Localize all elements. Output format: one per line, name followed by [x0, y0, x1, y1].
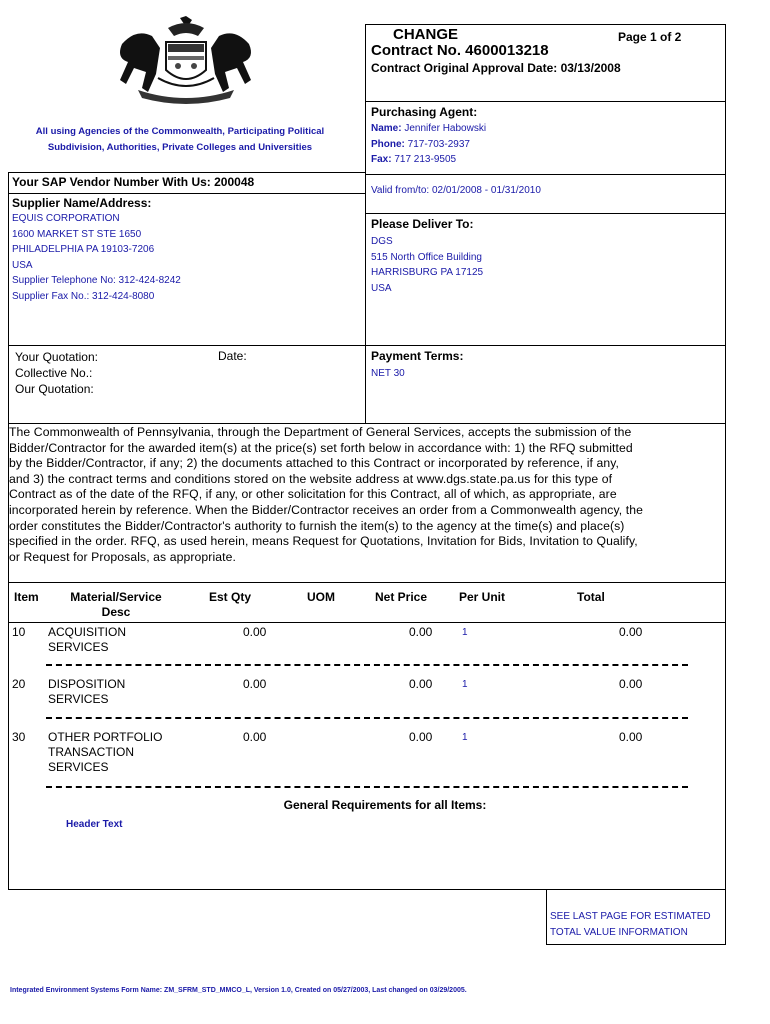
row-net-price: 0.00 — [409, 625, 433, 639]
quotation-date: Date: — [218, 349, 247, 363]
row-per-unit: 1 — [462, 627, 468, 638]
col-material: Material/Service Desc — [70, 590, 162, 619]
col-total: Total — [577, 590, 605, 604]
row-per-unit: 1 — [462, 679, 468, 690]
validity-period: Valid from/to: 02/01/2008 - 01/31/2010 — [371, 185, 541, 196]
col-item: Item — [14, 590, 39, 604]
header-text: Header Text — [66, 819, 123, 830]
table-row — [0, 625, 770, 675]
row-total: 0.00 — [619, 730, 643, 744]
row-item: 10 — [12, 625, 26, 639]
form-footer: Integrated Environment Systems Form Name: ZM_SFRM_STD_MMCO_L, Version 1.0, Created on 05/27/2003, Last changed on 03/29/2005. — [10, 987, 467, 994]
agent-phone: 717-703-2937 — [407, 138, 470, 150]
contract-number: Contract No. 4600013218 — [371, 42, 549, 59]
see-last-page-note: SEE LAST PAGE FOR ESTIMATED TOTAL VALUE INFORMATION — [550, 911, 711, 938]
quotation-info: Your Quotation: Collective No.: Our Quotation: — [15, 350, 98, 396]
sap-vendor-number: Your SAP Vendor Number With Us: 200048 — [12, 175, 255, 189]
col-per-unit: Per Unit — [459, 590, 506, 604]
payment-terms-title: Payment Terms: — [371, 349, 464, 363]
row-desc: ACQUISITION SERVICES — [48, 625, 127, 654]
page-indicator: Page 1 of 2 — [618, 30, 682, 44]
table-row — [0, 730, 770, 782]
general-requirements: General Requirements for all Items: — [283, 798, 487, 812]
col-uom: UOM — [307, 590, 335, 604]
row-separator — [46, 717, 688, 719]
deliver-title: Please Deliver To: — [371, 217, 474, 231]
quotation-row — [8, 345, 726, 424]
row-separator — [46, 786, 688, 788]
terms-text: The Commonwealth of Pennsylvania, through the Department of General Services, accepts the submission of the Bidder/Contractor for the awarded item(s) at the price(s) set forth below in accordance with: 1) the RFQ submitted by the Bidder/Contractor, if any; 2) the documents attached to this Contract or incorporated by reference, if any, and 3) the contract terms and conditions stored on the website address at www.dgs.state.pa.us for this type of Contract as of the date of the RFQ, if any, or other solicitation for this Contract, all of which, as appropriate, are incorporated herein by reference. When the Bidder/Contractor receives an order from a Commonwealth agency, the order constitutes the Bidder/Contractor's authority to furnish the item(s) to the agency at the time(s) and place(s) specified in the order. RFQ, as used herein, means Request for Quotations, Invitation for Bids, Invitation to Qualify, or Request for Proposals, as appropriate. — [9, 425, 644, 564]
agencies-text: All using Agencies of the Commonwealth, Participating Political Subdivision, Authorities, Private Colleges and Universities — [35, 126, 325, 153]
row-per-unit: 1 — [462, 732, 468, 743]
pennsylvania-seal-icon — [108, 14, 263, 104]
table-row — [0, 677, 770, 727]
supplier-address: EQUIS CORPORATION 1600 MARKET ST STE 1650 PHILADELPHIA PA 19103-7206 USA Supplier Telephone No: 312-424-8242 Supplier Fax No.: 312-424-8080 — [12, 213, 181, 302]
row-est-qty: 0.00 — [243, 677, 267, 691]
col-est-qty: Est Qty — [209, 590, 252, 604]
payment-terms-value: NET 30 — [371, 368, 405, 379]
agent-fax: 717 213-9505 — [394, 154, 457, 165]
approval-date: Contract Original Approval Date: 03/13/2008 — [371, 61, 621, 75]
change-status: CHANGE — [393, 26, 459, 43]
row-net-price: 0.00 — [409, 730, 433, 744]
agent-name: Jennifer Habowski — [404, 123, 487, 134]
row-est-qty: 0.00 — [243, 625, 267, 639]
row-desc: DISPOSITION SERVICES — [48, 677, 126, 706]
agent-contact: Name: Jennifer Habowski Phone: 717-703-2937 Fax: 717 213-9505 — [371, 123, 487, 165]
supplier-title: Supplier Name/Address: — [12, 196, 152, 210]
row-total: 0.00 — [619, 677, 643, 691]
row-total: 0.00 — [619, 625, 643, 639]
deliver-address: DGS 515 North Office Building HARRISBURG PA 17125 USA — [371, 236, 484, 294]
row-item: 30 — [12, 730, 26, 744]
row-item: 20 — [12, 677, 26, 691]
row-est-qty: 0.00 — [243, 730, 267, 744]
row-desc: OTHER PORTFOLIO TRANSACTION SERVICES — [48, 730, 163, 774]
row-separator — [46, 664, 688, 666]
row-net-price: 0.00 — [409, 677, 433, 691]
col-net-price: Net Price — [375, 590, 428, 604]
purchasing-agent-title: Purchasing Agent: — [371, 105, 478, 119]
